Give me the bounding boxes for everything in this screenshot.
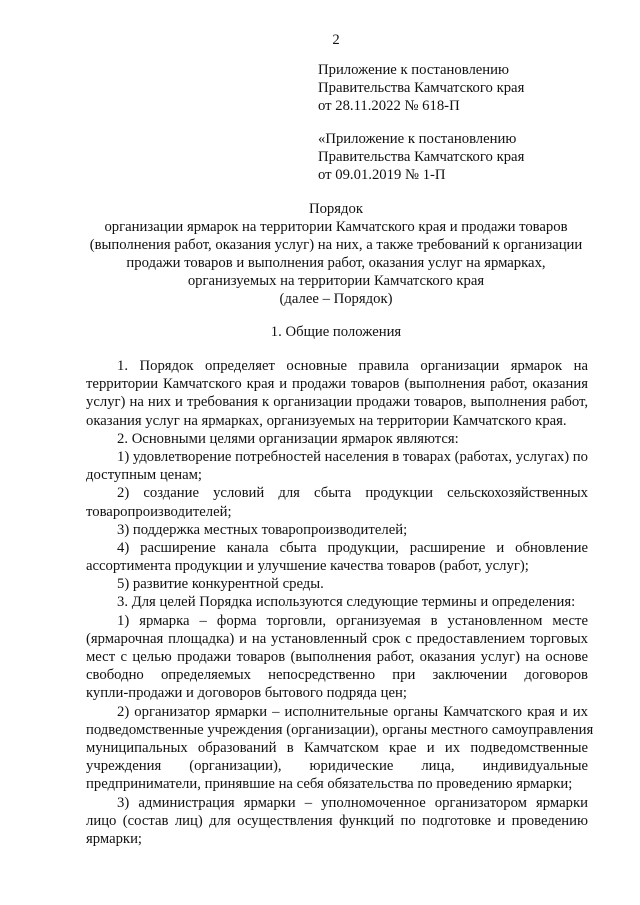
title-line: (выполнения работ, оказания услуг) на них, а также требований к организации (89, 237, 583, 253)
clause-1-paragraph (86, 357, 588, 430)
text-line: 2) организатор ярмарки – исполнительные органы Камчатского края и их (117, 703, 588, 720)
clause-3-paragraph (86, 593, 588, 611)
text-line: муниципальных образований в Камчатском крае и их подведомственные (86, 739, 588, 756)
appendix-line: от 28.11.2022 № 618-П (318, 98, 460, 114)
text-line: 1) удовлетворение потребностей населения в товарах (работах, услугах) по (117, 448, 588, 465)
text-line: мест с целью продажи товаров (выполнения работ, оказания услуг) на основе (86, 649, 588, 665)
text-line: предприниматели, принявшие на себя обязательства по проведению ярмарки; (86, 776, 573, 793)
text-line: услуг) на них и требования к организации продажи товаров, выполнения работ, (86, 394, 588, 411)
text-line: доступным ценам; (86, 467, 202, 484)
text-line: 3) администрация ярмарки – уполномоченное организатором ярмарки (117, 794, 588, 811)
text-line: товаропроизводителей; (86, 503, 232, 520)
appendix-line: Правительства Камчатского края (318, 80, 525, 96)
goal-item-1 (86, 448, 588, 484)
appendix-line: «Приложение к постановлению (318, 131, 517, 147)
goal-item-2 (86, 484, 588, 520)
text-line: учреждения (организации), юридические лица, индивидуальные (86, 758, 588, 775)
clause-2-paragraph (86, 430, 588, 448)
appendix-reference-current (318, 61, 524, 115)
goal-item-5 (86, 575, 588, 593)
text-line: ярмарки; (86, 830, 143, 847)
definition-item-2 (86, 703, 594, 794)
text-line: (ярмарочная площадка) и на установленный срок с предоставлением торговых (86, 630, 588, 647)
text-line: оказания услуг на ярмарках, организуемых на территории Камчатского края. (86, 412, 567, 429)
title-line: организуемых на территории Камчатского края (187, 273, 485, 289)
text-line: свободно определяемых непосредственно при заключении договоров (86, 667, 588, 684)
document-title (86, 200, 586, 308)
text-line: 1. Порядок определяет основные правила организации ярмарок на (117, 358, 588, 374)
text-line: 3) поддержка местных товаропроизводителей; (117, 521, 408, 538)
goal-item-4 (86, 539, 588, 575)
appendix-line: Правительства Камчатского края (318, 149, 525, 165)
text-line: территории Камчатского края и продажи товаров (выполнения работ, оказания (86, 376, 588, 393)
text-line: 2. Основными целями организации ярмарок являются: (117, 430, 459, 447)
text-line: 4) расширение канала сбыта продукции, расширение и обновление (117, 539, 588, 556)
title-line: (далее – Порядок) (279, 291, 393, 307)
title-heading: Порядок (308, 201, 363, 217)
page-number: 2 (332, 32, 340, 48)
appendix-line: Приложение к постановлению (318, 62, 510, 78)
text-line: 3. Для целей Порядка используются следующие термины и определения: (117, 594, 576, 611)
appendix-reference-original (318, 130, 524, 184)
definition-item-3 (86, 794, 588, 849)
title-line: организации ярмарок на территории Камчатского края и продажи товаров (104, 219, 568, 235)
text-line: ассортимента продукции и улучшение качества товаров (работ, услуг); (86, 558, 529, 575)
title-line: продажи товаров и выполнения работ, оказания услуг на ярмарках, (126, 255, 546, 271)
text-line: 5) развитие конкурентной среды. (117, 576, 324, 593)
goal-item-3 (86, 521, 588, 539)
text-line: подведомственные учреждения (организации), органы местного самоуправления (86, 721, 594, 738)
text-line: купли-продажи и договоров бытового подряда цен; (86, 685, 407, 702)
text-line: лицо (состав лиц) для осуществления функций по подготовке и проведению (86, 812, 588, 829)
text-line: 2) создание условий для сбыта продукции сельскохозяйственных (117, 485, 588, 502)
section-heading: 1. Общие положения (270, 324, 402, 340)
definition-item-1 (86, 612, 588, 703)
appendix-line: от 09.01.2019 № 1-П (318, 167, 446, 183)
section-body (86, 357, 594, 848)
text-line: 1) ярмарка – форма торговли, организуемая в установленном месте (117, 612, 588, 629)
